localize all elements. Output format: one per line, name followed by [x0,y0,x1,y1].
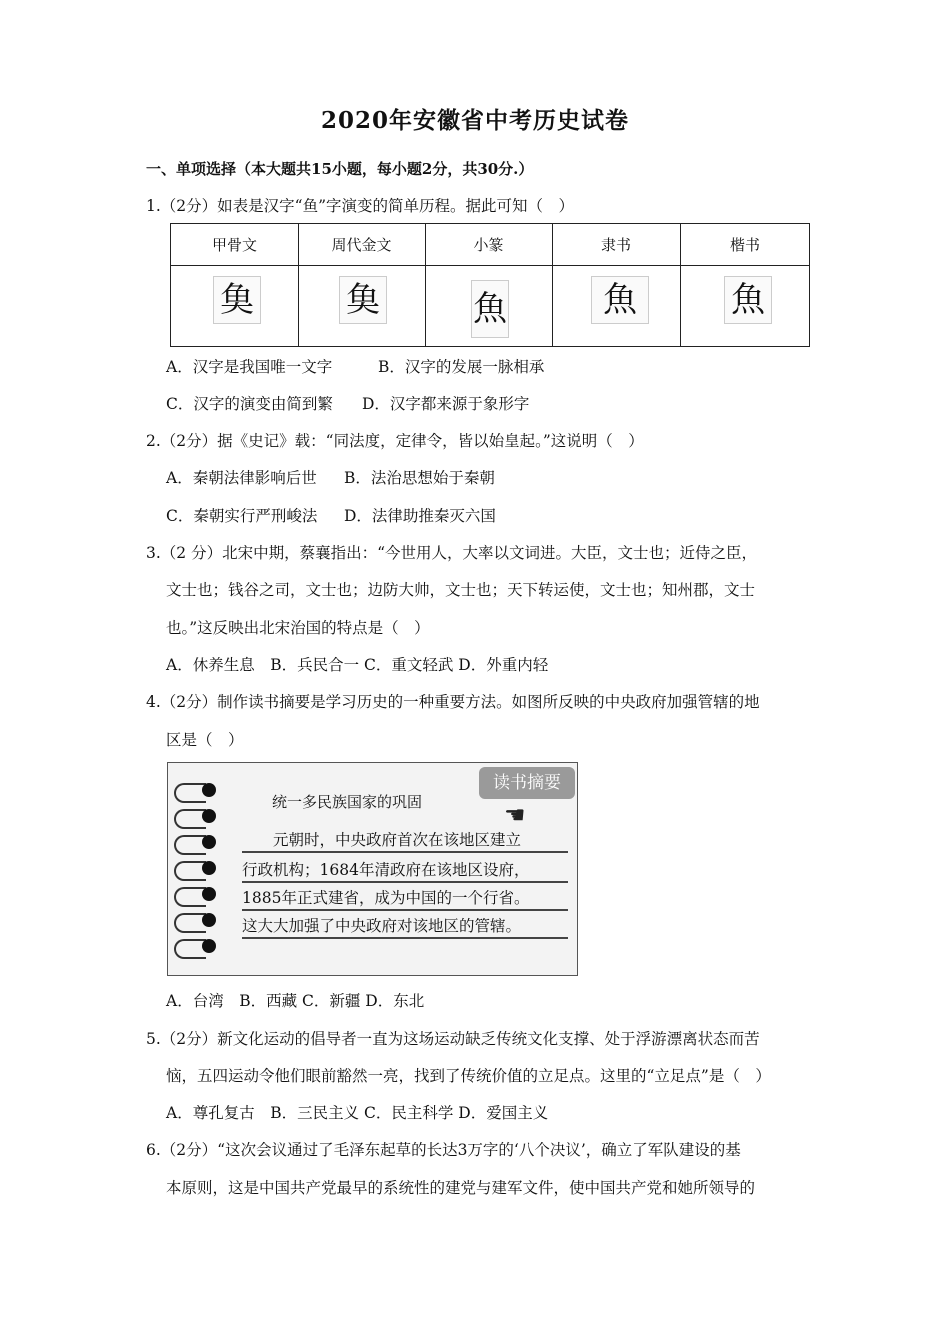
question-4-line-1: 4.（2分）制作读书摘要是学习历史的一种重要方法。如图所反映的中央政府加强管辖的地 [146,693,760,711]
fish-evolution-table [170,223,810,347]
q2-option-d[interactable]: D．法律助推秦灭六国 [344,507,496,525]
binder-hole [202,939,216,953]
q1-option-c[interactable]: C．汉字的演变由简到繁 [166,395,333,413]
notes-line: 元朝时，中央政府首次在该地区建立 [242,829,568,853]
binder-ring [174,913,206,933]
binder-ring [174,809,206,829]
header-oracle-bone: 甲骨文 [211,236,257,254]
question-5-line-2: 恼，五四运动令他们眼前豁然一亮，找到了传统价值的立足点。这里的“立足点”是（ ） [166,1067,771,1085]
binder-ring [174,783,206,803]
notes-title: 统一多民族国家的巩固 [272,793,423,811]
notes-line: 行政机构；1684年清政府在该地区设府， [242,859,568,883]
binder-hole [202,809,216,823]
binder-hole [202,783,216,797]
page-title: 2020年安徽省中考历史试卷 [320,107,629,134]
q1-option-d[interactable]: D．汉字都来源于象形字 [362,395,530,413]
binder-ring [174,939,206,959]
notes-tag: 读书摘要 [479,767,575,799]
glyph-clerical: 魚 [591,276,649,324]
q1-option-b[interactable]: B．汉字的发展一脉相承 [378,358,545,376]
q4-options[interactable]: A．台湾 B．西藏 C．新疆 D．东北 [166,992,425,1010]
binder-ring [174,835,206,855]
question-6-line-2: 本原则，这是中国共产党最早的系统性的建党与建军文件，使中国共产党和她所领导的 [166,1179,756,1197]
glyph-bronze: 𩵋 [339,276,387,324]
glyph-small-seal: 魚 [471,280,509,338]
binder-hole [202,835,216,849]
binder-hole [202,861,216,875]
section-heading: 一、单项选择（本大题共15小题，每小题2分，共30分.） [146,160,534,178]
binder-ring [174,861,206,881]
question-2-stem: 2.（2分）据《史记》载：“同法度，定律令，皆以始皇起。”这说明（ ） [146,432,644,450]
question-3-line-1: 3.（2 分）北宋中期，蔡襄指出：“今世用人，大率以文词进。大臣，文士也；近侍之臣， [146,544,758,562]
notes-line: 这大大加强了中央政府对该地区的管辖。 [242,915,568,939]
notes-line: 1885年正式建省，成为中国的一个行省。 [242,887,568,911]
glyph-oracle-bone: 𩵋 [213,276,261,324]
pointing-hand-icon: ☚ [504,801,526,829]
q1-option-a[interactable]: A．汉字是我国唯一文字 [166,358,333,376]
question-3-line-2: 文士也；钱谷之司，文士也；边防大帅，文士也；天下转运使，文士也；知州郡，文士 [166,581,756,599]
header-clerical: 隶书 [600,236,631,254]
reading-notes-figure [167,762,578,976]
header-small-seal: 小篆 [473,236,504,254]
question-3-line-3: 也。”这反映出北宋治国的特点是（ ） [166,619,430,637]
header-regular: 楷书 [729,236,760,254]
question-1-stem: 1.（2分）如表是汉字“鱼”字演变的简单历程。据此可知（ ） [146,197,575,215]
q5-options[interactable]: A．尊孔复古 B．三民主义 C．民主科学 D．爱国主义 [166,1104,549,1122]
question-4-line-2: 区是（ ） [166,731,244,749]
binder-ring [174,887,206,907]
glyph-regular: 魚 [724,276,772,324]
q2-option-a[interactable]: A．秦朝法律影响后世 [166,469,317,487]
q2-option-b[interactable]: B．法治思想始于秦朝 [344,469,495,487]
binder-hole [202,887,216,901]
question-5-line-1: 5.（2分）新文化运动的倡导者一直为这场运动缺乏传统文化支撑、处于浮游漂离状态而苦 [146,1030,760,1048]
q3-options[interactable]: A．休养生息 B．兵民合一 C．重文轻武 D．外重内轻 [166,656,549,674]
header-bronze: 周代金文 [331,236,392,254]
binder-hole [202,913,216,927]
question-6-line-1: 6.（2分）“这次会议通过了毛泽东起草的长达3万字的‘八个决议’，确立了军队建设的基 [146,1141,741,1159]
q2-option-c[interactable]: C．秦朝实行严刑峻法 [166,507,318,525]
